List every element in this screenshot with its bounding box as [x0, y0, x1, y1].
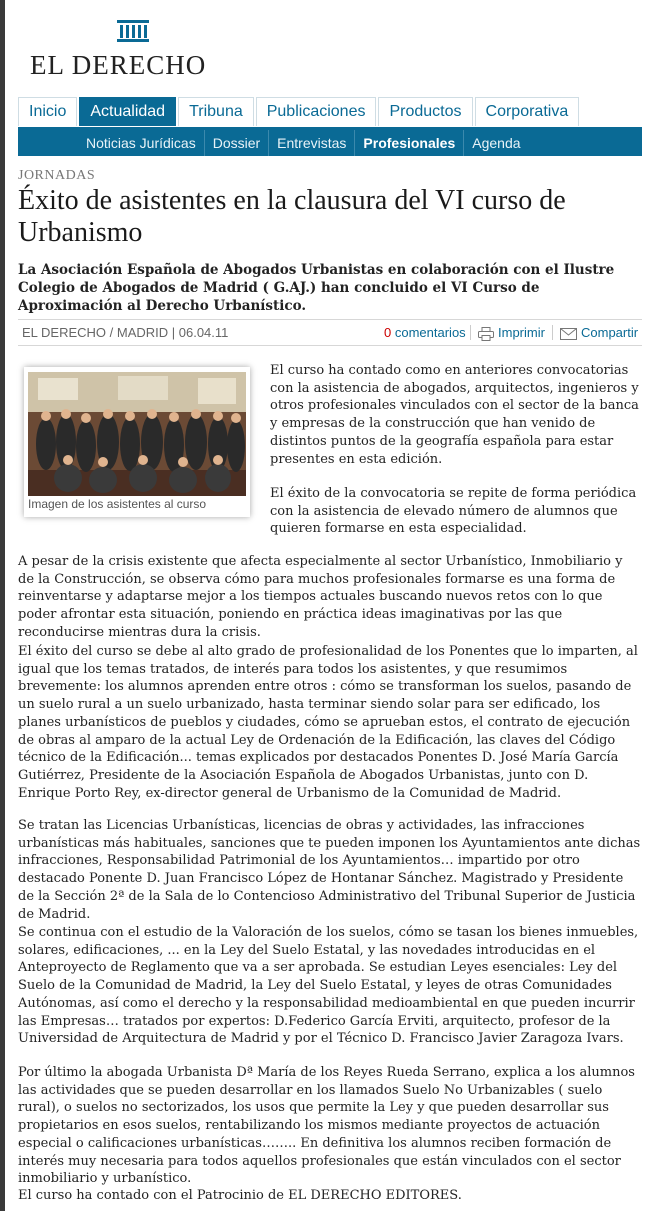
meta-divider	[552, 325, 553, 340]
columns-logo-icon	[116, 20, 150, 42]
envelope-icon	[560, 328, 577, 340]
subtab-profesionales[interactable]: Profesionales	[355, 130, 464, 156]
comments-count: 0	[384, 325, 392, 340]
article-paragraph: Se tratan las Licencias Urbanísticas, licencias de obras y actividades, las infracciones urbanísticas más habituales, sanciones que te pueden imponen los Ayuntamientos ante dichas infracciones, Responsabilidad Patrimonial de los Ayuntamientos… impartido por otro destacado Ponente D. Juan Francisco López de Hontanar Sánchez. Magistrado y Presidente de la Sección 2ª de la Sala de lo Contencioso Administrativo del Tribunal Superior de Justicia de Madrid.	[18, 818, 641, 922]
tab-actualidad[interactable]: Actualidad	[79, 97, 176, 126]
subtab-dossier[interactable]: Dossier	[205, 130, 269, 156]
meta-divider	[470, 325, 471, 340]
article-paragraph: El curso ha contado con el Patrocinio de EL DERECHO EDITORES.	[18, 1188, 462, 1203]
print-label: Imprimir	[498, 325, 545, 340]
article-kicker: JORNADAS	[18, 168, 96, 183]
left-edge-bar	[0, 0, 5, 1211]
print-button[interactable]	[478, 320, 545, 345]
article-lede: La Asociación Española de Abogados Urbanistas en colaboración con el Ilustre Colegio de Abogados de Madrid ( G.AJ.) han concluido el VI Curso de Aproximación al Derecho Urbanístico.	[18, 262, 615, 314]
subtab-noticias-juridicas[interactable]: Noticias Jurídicas	[78, 130, 205, 156]
comments-link[interactable]	[384, 320, 466, 345]
printer-icon	[478, 327, 494, 341]
subtab-entrevistas[interactable]: Entrevistas	[269, 130, 355, 156]
attendees-photo[interactable]	[28, 372, 246, 496]
article-paragraph: Por último la abogada Urbanista Dª María de los Reyes Rueda Serrano, explica a los alumnos las actividades que se pueden desarrollar en los llamados Suelo No Urbanizables ( suelo rural), o suelos no sectorizados, los usos que permite la Ley y que pueden desarrollar sus propietarios en esos suelos, rentabilizando los mismos mediante proyectos de actuación especial o calificaciones urbanísticas…….. En definitiva los alumnos reciben formación de interés muy necesaria para todos aquellos profesionales que están vinculados con el sector inmobiliario y urbanístico.	[18, 1065, 635, 1187]
article-paragraph: El éxito del curso se debe al alto grado de profesionalidad de los Ponentes que lo imparten, al igual que los temas tratados, de interés para todos los asistentes, y que resumimos brevemente: los alumnos aprenden entre otros : cómo se transforman los suelos, pasando de un suelo rural a un suelo urbanizado, hasta terminar siendo solar para ser edificado, los planes urbanísticos de pueblos y ciudades, cómo se aprueban estos, el contrato de ejecución de obras al amparo de la actual Ley de Ordenación de la Edificación, las claves del Código técnico de la Edificación... temas explicados por destacados Ponentes D. José María García Gutiérrez, Presidente de la Asociación Española de Abogados Urbanistas, junto con D. Enrique Porto Rey, ex-director general de Urbanismo de la Comunidad de Madrid.	[18, 644, 638, 801]
subtab-agenda[interactable]: Agenda	[472, 135, 521, 151]
tab-publicaciones[interactable]: Publicaciones	[256, 97, 377, 126]
article-paragraph: Se continua con el estudio de la Valoración de los suelos, cómo se tasan los bienes inmuebles, solares, edificaciones, ... en la Ley del Suelo Estatal, y las novedades introducidas en el Anteproyecto de Reglamento que va a ser aprobada. Se estudian Leyes esenciales: Ley del Suelo de la Comunidad de Madrid, la Ley del Suelo Estatal, y leyes de otras Comunidades Autónomas, así como el derecho y la responsabilidad medioambiental en que pueden incurrir las Empresas… tratados por expertos: D.Federico García Erviti, arquitecto, profesor de la Universidad de Arquitectura de Madrid y por el Técnico D. Francisco Javier Zaragoza Ivars.	[18, 925, 639, 1047]
sub-nav	[18, 130, 642, 156]
tab-inicio[interactable]: Inicio	[18, 97, 77, 126]
tab-tribuna[interactable]: Tribuna	[178, 97, 254, 126]
logo-wordmark: EL DERECHO	[30, 50, 207, 80]
tab-productos[interactable]: Productos	[378, 97, 472, 126]
site-logo[interactable]	[30, 20, 240, 82]
article-paragraph: A pesar de la crisis existente que afecta especialmente al sector Urbanístico, Inmobiliario y de la Construcción, se observa cómo para muchos profesionales formarse es una forma de reinventarse y adaptarse mejor a los tiempos actuales buscando nuevos retos con lo que poder afrontar esta situación, poniendo en práctica ideas imaginativas por las que reconducirse mientras dura la crisis.	[18, 554, 623, 640]
share-label: Compartir	[581, 325, 639, 340]
article-title: Éxito de asistentes en la clausura del VI curso de Urbanismo	[18, 185, 566, 248]
article-meta-bar	[18, 319, 642, 346]
tab-corporativa[interactable]: Corporativa	[475, 97, 580, 126]
comments-label: comentarios	[394, 325, 466, 340]
share-button[interactable]	[560, 320, 638, 345]
article-paragraph: El curso ha contado como en anteriores convocatorias con la asistencia de abogados, arquitectos, ingenieros y otros profesionales vinculados con el sector de la banca y empresas de la construcción que han venido de distintos puntos de la geografía española para estar presentes en esta edición.	[270, 363, 639, 467]
article-photo-box	[24, 367, 250, 517]
article-paragraph: El éxito de la convocatoria se repite de forma periódica con la asistencia de elevado número de alumnos que quieren formarse en esta especialidad.	[270, 486, 637, 537]
article-byline: EL DERECHO / MADRID | 06.04.11	[22, 325, 229, 340]
main-nav	[18, 97, 642, 130]
photo-caption: Imagen de los asistentes al curso	[28, 497, 207, 511]
